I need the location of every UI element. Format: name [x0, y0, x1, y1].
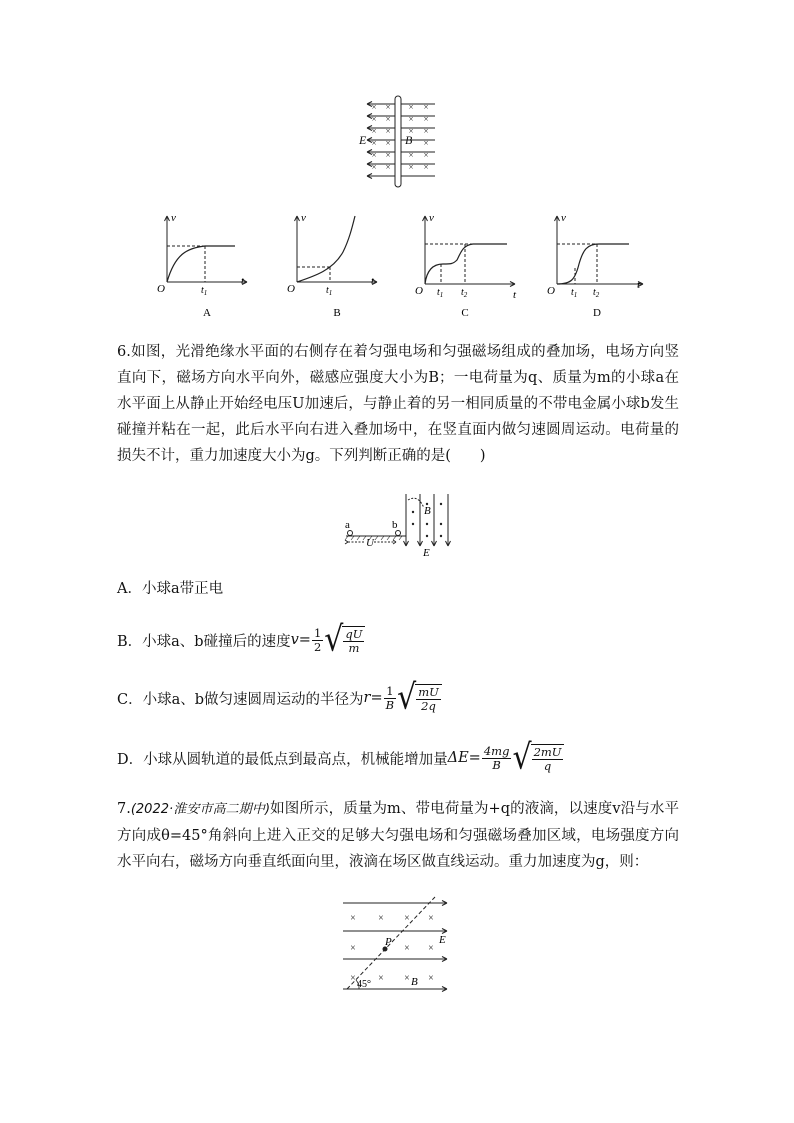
question-7-number: 7.	[117, 801, 131, 817]
svg-text:v: v	[301, 212, 306, 224]
svg-text:a: a	[345, 519, 350, 531]
svg-text:×: ×	[408, 126, 414, 136]
svg-text:×: ×	[428, 913, 434, 924]
svg-text:×: ×	[423, 138, 429, 148]
svg-text:×: ×	[385, 162, 391, 172]
question-7-source: (2022·淮安市高二期中)	[130, 802, 271, 817]
svg-text:t1: $t_1$	[326, 285, 333, 297]
svg-text:O: O	[287, 283, 295, 295]
svg-text:t: t	[637, 279, 641, 291]
svg-text:×: ×	[423, 126, 429, 136]
svg-text:t: t	[513, 289, 517, 301]
e-field-label: E	[359, 133, 367, 147]
svg-text:O: O	[415, 285, 423, 297]
svg-text:×: ×	[428, 973, 434, 984]
svg-text:×: ×	[385, 150, 391, 160]
svg-text:×: ×	[428, 943, 434, 954]
svg-text:×: ×	[423, 114, 429, 124]
question-6-text: 6.如图，光滑绝缘水平面的右侧存在着匀强电场和匀强磁场组成的叠加场，电场方向竖直向下，磁场方向水平向外，磁感应强度大小为B；一电荷量为q、质量为m的小球a在水平面上从静止开始经电压U加速后，与静止着的另一相同质量的不带电金属小球b发生碰撞并粘在一起，此后水平向右进入叠加场中，在竖直面内做匀速圆周运动。电荷量的损失不计，重力加速度大小为g。下列判断正确的是( )	[117, 344, 679, 464]
svg-text:×: ×	[385, 138, 391, 148]
svg-text:B: B	[424, 505, 431, 517]
svg-text:×: ×	[404, 973, 410, 984]
svg-text:v: v	[171, 212, 176, 224]
svg-text:×: ×	[385, 102, 391, 112]
svg-text:×: ×	[423, 150, 429, 160]
option-b[interactable]: B．小球a、b碰撞后的速度 v= $\frac{1}{2}$ √ $\frac{qU}{m}$	[117, 620, 365, 660]
svg-text:×: ×	[404, 943, 410, 954]
svg-text:×: ×	[423, 102, 429, 112]
svg-text:t2: $t_2$	[593, 287, 600, 299]
question-7-text	[117, 796, 679, 875]
svg-text:t: t	[371, 275, 375, 287]
svg-text:t1: $t_1$	[437, 287, 444, 299]
graph-d	[545, 212, 655, 322]
option-a[interactable]: A．小球a带正电	[117, 580, 224, 597]
option-c[interactable]: C．小球a、b做匀速圆周运动的半径为 r= $\frac{1}{B}$ √ $\frac{mU}{2q}$	[117, 678, 442, 718]
svg-text:×: ×	[408, 150, 414, 160]
svg-text:×: ×	[423, 162, 429, 172]
svg-text:×: ×	[378, 913, 384, 924]
question-7-figure	[335, 895, 460, 1000]
question-6-figure	[340, 490, 460, 558]
svg-text:×: ×	[350, 913, 356, 924]
svg-text:×: ×	[371, 114, 377, 124]
svg-text:×: ×	[408, 102, 414, 112]
svg-text:U: U	[366, 537, 374, 549]
svg-text:t: t	[241, 275, 245, 287]
svg-text:×: ×	[371, 162, 377, 172]
graph-d-label: D	[593, 307, 601, 319]
svg-text:×: ×	[371, 102, 377, 112]
svg-text:×: ×	[371, 138, 377, 148]
svg-text:B: B	[411, 976, 418, 988]
svg-text:v: v	[429, 212, 434, 224]
svg-text:O: O	[157, 283, 165, 295]
svg-text:O: O	[547, 285, 555, 297]
graph-b	[285, 212, 385, 322]
svg-text:×: ×	[408, 162, 414, 172]
svg-text:t1: $t_1$	[201, 285, 208, 297]
svg-text:×: ×	[408, 114, 414, 124]
svg-text:×: ×	[371, 126, 377, 136]
svg-text:v: v	[561, 212, 566, 224]
svg-text:×: ×	[350, 973, 356, 984]
svg-text:E: E	[423, 547, 430, 558]
field-figure-top	[355, 94, 440, 190]
svg-text:×: ×	[371, 150, 377, 160]
svg-text:×: ×	[404, 913, 410, 924]
svg-text:P: P	[385, 936, 392, 948]
b-field-label: B	[405, 133, 413, 147]
question-7-body: 如图所示，质量为m、带电荷量为+q的液滴，以速度v沿与水平方向成θ=45°角斜向上进入正交的足够大匀强电场和匀强磁场叠加区域，电场强度方向水平向右，磁场方向垂直纸面向里，液滴在场区做直线运动。重力加速度为g，则：	[117, 801, 679, 870]
svg-text:×: ×	[385, 126, 391, 136]
graph-b-label: B	[333, 307, 341, 319]
svg-text:×: ×	[378, 973, 384, 984]
svg-text:E: E	[439, 934, 446, 946]
option-d[interactable]: D．小球从圆轨道的最低点到最高点，机械能增加量 ΔE= $\frac{4mg}{B}$ √ $\frac{2mU}{q}$	[117, 738, 564, 778]
graph-c-label: C	[461, 307, 469, 319]
svg-text:b: b	[392, 519, 398, 531]
svg-text:×: ×	[350, 943, 356, 954]
svg-text:t1: $t_1$	[571, 287, 578, 299]
svg-text:×: ×	[385, 114, 391, 124]
graph-a-label: A	[203, 307, 211, 319]
svg-text:t2: $t_2$	[461, 287, 468, 299]
graph-c	[413, 212, 523, 322]
graph-a	[155, 212, 255, 322]
svg-text:45°: 45°	[357, 979, 371, 990]
